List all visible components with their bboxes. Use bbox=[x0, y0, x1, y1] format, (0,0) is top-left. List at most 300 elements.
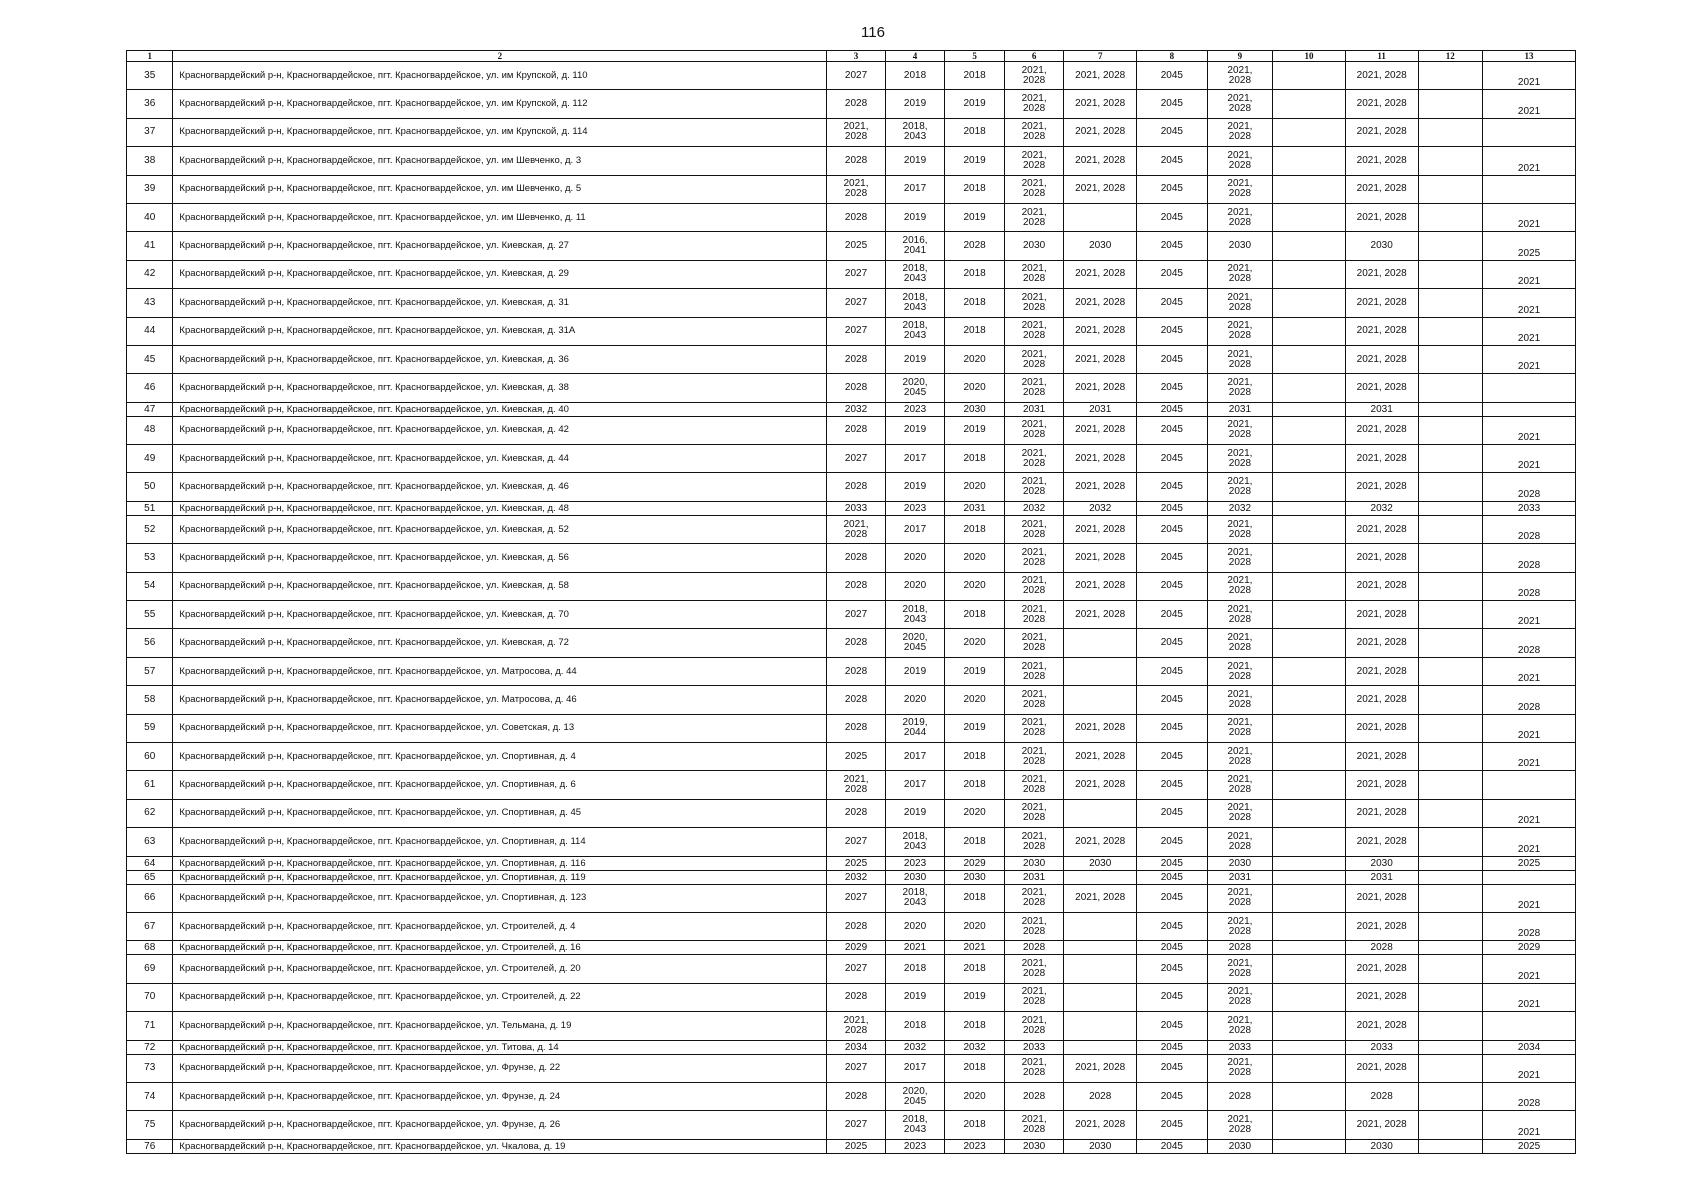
col-3-cell: 2028 bbox=[827, 1082, 886, 1110]
col-3-cell: 2028 bbox=[827, 572, 886, 600]
col-6-cell: 2021, 2028 bbox=[1004, 374, 1064, 402]
col-8-cell: 2045 bbox=[1137, 515, 1208, 543]
col-9-cell: 2028 bbox=[1207, 1082, 1273, 1110]
col-10-cell bbox=[1273, 445, 1346, 473]
col-7-cell: 2030 bbox=[1064, 1139, 1137, 1153]
col-6-cell: 2021, 2028 bbox=[1004, 742, 1064, 770]
row-number-cell: 75 bbox=[127, 1111, 173, 1139]
col-9-cell: 2021, 2028 bbox=[1207, 445, 1273, 473]
col-12-cell bbox=[1418, 1082, 1483, 1110]
col-12-cell bbox=[1418, 1040, 1483, 1054]
table-row bbox=[127, 416, 1576, 444]
col-13-cell: 2021 bbox=[1483, 203, 1576, 231]
col-10-cell bbox=[1273, 260, 1346, 288]
col-4-cell: 2018 bbox=[885, 1012, 945, 1040]
table-row bbox=[127, 62, 1576, 90]
col-6-cell: 2028 bbox=[1004, 941, 1064, 955]
col-9-cell: 2021, 2028 bbox=[1207, 544, 1273, 572]
col-8-cell: 2045 bbox=[1137, 501, 1208, 515]
col-3-cell: 2028 bbox=[827, 686, 886, 714]
col-8-cell: 2045 bbox=[1137, 1012, 1208, 1040]
col-5-cell: 2020 bbox=[945, 799, 1005, 827]
address-cell: Красногвардейский р-н, Красногвардейское, пгт. Красногвардейское, ул. Киевская, д. 48 bbox=[173, 501, 827, 515]
col-7-cell: 2021, 2028 bbox=[1064, 118, 1137, 146]
table-row bbox=[127, 402, 1576, 416]
col-7-cell: 2030 bbox=[1064, 856, 1137, 870]
address-cell: Красногвардейский р-н, Красногвардейское, пгт. Красногвардейское, ул. Киевская, д. 70 bbox=[173, 601, 827, 629]
col-9-cell: 2021, 2028 bbox=[1207, 147, 1273, 175]
col-12-cell bbox=[1418, 374, 1483, 402]
col-10-cell bbox=[1273, 828, 1346, 856]
col-4-cell: 2020 bbox=[885, 572, 945, 600]
col-7-cell: 2031 bbox=[1064, 402, 1137, 416]
col-4-cell: 2018, 2043 bbox=[885, 884, 945, 912]
col-7-cell bbox=[1064, 1040, 1137, 1054]
table-row bbox=[127, 1111, 1576, 1139]
col-9-cell: 2021, 2028 bbox=[1207, 374, 1273, 402]
col-7-cell: 2021, 2028 bbox=[1064, 175, 1137, 203]
col-9-cell: 2021, 2028 bbox=[1207, 912, 1273, 940]
col-10-cell bbox=[1273, 1111, 1346, 1139]
col-7-cell: 2021, 2028 bbox=[1064, 345, 1137, 373]
address-cell: Красногвардейский р-н, Красногвардейское, пгт. Красногвардейское, ул. Киевская, д. 46 bbox=[173, 473, 827, 501]
col-4-cell: 2019 bbox=[885, 983, 945, 1011]
col-4-cell: 2020, 2045 bbox=[885, 1082, 945, 1110]
address-cell: Красногвардейский р-н, Красногвардейское, пгт. Красногвардейское, ул. Киевская, д. 58 bbox=[173, 572, 827, 600]
col-7-cell bbox=[1064, 657, 1137, 685]
col-5-cell: 2020 bbox=[945, 374, 1005, 402]
col-8-cell: 2045 bbox=[1137, 828, 1208, 856]
row-number-cell: 56 bbox=[127, 629, 173, 657]
col-13-cell: 2021 bbox=[1483, 445, 1576, 473]
col-10-cell bbox=[1273, 515, 1346, 543]
col-13-cell: 2021 bbox=[1483, 742, 1576, 770]
col-12-cell bbox=[1418, 445, 1483, 473]
col-11-cell: 2030 bbox=[1345, 232, 1418, 260]
col-7-cell bbox=[1064, 686, 1137, 714]
col-7-cell bbox=[1064, 629, 1137, 657]
col-11-cell: 2021, 2028 bbox=[1345, 416, 1418, 444]
col-13-cell: 2033 bbox=[1483, 501, 1576, 515]
col-13-cell bbox=[1483, 870, 1576, 884]
col-5-cell: 2018 bbox=[945, 884, 1005, 912]
col-7-cell: 2021, 2028 bbox=[1064, 828, 1137, 856]
col-10-cell bbox=[1273, 1040, 1346, 1054]
table-row bbox=[127, 601, 1576, 629]
address-cell: Красногвардейский р-н, Красногвардейское, пгт. Красногвардейское, ул. Киевская, д. 31А bbox=[173, 317, 827, 345]
col-4-cell: 2020 bbox=[885, 686, 945, 714]
address-cell: Красногвардейский р-н, Красногвардейское, пгт. Красногвардейское, ул. Строителей, д. 20 bbox=[173, 955, 827, 983]
col-10-cell bbox=[1273, 742, 1346, 770]
col-5-cell: 2018 bbox=[945, 260, 1005, 288]
col-5-cell: 2020 bbox=[945, 912, 1005, 940]
col-3-cell: 2025 bbox=[827, 1139, 886, 1153]
col-3-cell: 2027 bbox=[827, 260, 886, 288]
address-cell: Красногвардейский р-н, Красногвардейское, пгт. Красногвардейское, ул. Киевская, д. 40 bbox=[173, 402, 827, 416]
column-header-5: 5 bbox=[945, 51, 1005, 62]
address-cell: Красногвардейский р-н, Красногвардейское, пгт. Красногвардейское, ул. Фрунзе, д. 22 bbox=[173, 1054, 827, 1082]
col-12-cell bbox=[1418, 983, 1483, 1011]
col-13-cell: 2025 bbox=[1483, 856, 1576, 870]
table-row bbox=[127, 771, 1576, 799]
col-8-cell: 2045 bbox=[1137, 955, 1208, 983]
table-row bbox=[127, 1054, 1576, 1082]
col-8-cell: 2045 bbox=[1137, 203, 1208, 231]
col-13-cell: 2021 bbox=[1483, 657, 1576, 685]
col-11-cell: 2021, 2028 bbox=[1345, 799, 1418, 827]
table-row bbox=[127, 686, 1576, 714]
col-6-cell: 2021, 2028 bbox=[1004, 345, 1064, 373]
address-cell: Красногвардейский р-н, Красногвардейское, пгт. Красногвардейское, ул. Спортивная, д. 4 bbox=[173, 742, 827, 770]
col-13-cell: 2021 bbox=[1483, 416, 1576, 444]
col-5-cell: 2032 bbox=[945, 1040, 1005, 1054]
col-4-cell: 2019 bbox=[885, 203, 945, 231]
col-5-cell: 2018 bbox=[945, 118, 1005, 146]
col-12-cell bbox=[1418, 515, 1483, 543]
table-row bbox=[127, 445, 1576, 473]
address-cell: Красногвардейский р-н, Красногвардейское, пгт. Красногвардейское, ул. Строителей, д. 16 bbox=[173, 941, 827, 955]
col-4-cell: 2017 bbox=[885, 445, 945, 473]
row-number-cell: 52 bbox=[127, 515, 173, 543]
col-5-cell: 2018 bbox=[945, 175, 1005, 203]
col-6-cell: 2021, 2028 bbox=[1004, 714, 1064, 742]
col-13-cell: 2021 bbox=[1483, 983, 1576, 1011]
table-row bbox=[127, 955, 1576, 983]
col-8-cell: 2045 bbox=[1137, 289, 1208, 317]
address-cell: Красногвардейский р-н, Красногвардейское, пгт. Красногвардейское, ул. Матросова, д. 46 bbox=[173, 686, 827, 714]
col-5-cell: 2019 bbox=[945, 147, 1005, 175]
table-row bbox=[127, 1082, 1576, 1110]
col-13-cell: 2021 bbox=[1483, 714, 1576, 742]
col-4-cell: 2018, 2043 bbox=[885, 289, 945, 317]
row-number-cell: 45 bbox=[127, 345, 173, 373]
col-10-cell bbox=[1273, 175, 1346, 203]
col-6-cell: 2021, 2028 bbox=[1004, 686, 1064, 714]
col-3-cell: 2028 bbox=[827, 983, 886, 1011]
address-cell: Красногвардейский р-н, Красногвардейское, пгт. Красногвардейское, ул. им Шевченко, д. 5 bbox=[173, 175, 827, 203]
col-7-cell: 2021, 2028 bbox=[1064, 515, 1137, 543]
col-3-cell: 2028 bbox=[827, 345, 886, 373]
col-9-cell: 2021, 2028 bbox=[1207, 345, 1273, 373]
row-number-cell: 61 bbox=[127, 771, 173, 799]
row-number-cell: 57 bbox=[127, 657, 173, 685]
col-4-cell: 2018, 2043 bbox=[885, 118, 945, 146]
col-13-cell: 2028 bbox=[1483, 572, 1576, 600]
col-11-cell: 2021, 2028 bbox=[1345, 445, 1418, 473]
col-10-cell bbox=[1273, 544, 1346, 572]
col-13-cell: 2021 bbox=[1483, 884, 1576, 912]
col-3-cell: 2027 bbox=[827, 1054, 886, 1082]
col-12-cell bbox=[1418, 62, 1483, 90]
col-9-cell: 2030 bbox=[1207, 232, 1273, 260]
col-9-cell: 2021, 2028 bbox=[1207, 629, 1273, 657]
col-7-cell: 2021, 2028 bbox=[1064, 289, 1137, 317]
row-number-cell: 47 bbox=[127, 402, 173, 416]
col-5-cell: 2019 bbox=[945, 416, 1005, 444]
col-4-cell: 2017 bbox=[885, 771, 945, 799]
col-10-cell bbox=[1273, 289, 1346, 317]
col-11-cell: 2021, 2028 bbox=[1345, 629, 1418, 657]
col-5-cell: 2018 bbox=[945, 1054, 1005, 1082]
col-11-cell: 2031 bbox=[1345, 402, 1418, 416]
table-row bbox=[127, 828, 1576, 856]
col-12-cell bbox=[1418, 828, 1483, 856]
col-4-cell: 2019 bbox=[885, 90, 945, 118]
col-3-cell: 2028 bbox=[827, 416, 886, 444]
col-5-cell: 2018 bbox=[945, 771, 1005, 799]
col-13-cell: 2029 bbox=[1483, 941, 1576, 955]
col-13-cell: 2028 bbox=[1483, 912, 1576, 940]
table-row bbox=[127, 884, 1576, 912]
col-9-cell: 2021, 2028 bbox=[1207, 686, 1273, 714]
col-6-cell: 2021, 2028 bbox=[1004, 445, 1064, 473]
col-13-cell: 2021 bbox=[1483, 601, 1576, 629]
col-4-cell: 2018, 2043 bbox=[885, 828, 945, 856]
row-number-cell: 76 bbox=[127, 1139, 173, 1153]
col-3-cell: 2028 bbox=[827, 203, 886, 231]
col-6-cell: 2021, 2028 bbox=[1004, 203, 1064, 231]
col-7-cell: 2028 bbox=[1064, 1082, 1137, 1110]
table-body bbox=[127, 62, 1576, 1154]
col-3-cell: 2021, 2028 bbox=[827, 1012, 886, 1040]
table-row bbox=[127, 742, 1576, 770]
col-12-cell bbox=[1418, 501, 1483, 515]
col-3-cell: 2025 bbox=[827, 742, 886, 770]
col-5-cell: 2029 bbox=[945, 856, 1005, 870]
col-8-cell: 2045 bbox=[1137, 147, 1208, 175]
row-number-cell: 63 bbox=[127, 828, 173, 856]
col-5-cell: 2018 bbox=[945, 445, 1005, 473]
col-10-cell bbox=[1273, 402, 1346, 416]
col-11-cell: 2021, 2028 bbox=[1345, 118, 1418, 146]
col-10-cell bbox=[1273, 657, 1346, 685]
table-row bbox=[127, 374, 1576, 402]
col-10-cell bbox=[1273, 941, 1346, 955]
col-9-cell: 2030 bbox=[1207, 856, 1273, 870]
col-8-cell: 2045 bbox=[1137, 714, 1208, 742]
col-3-cell: 2027 bbox=[827, 317, 886, 345]
col-12-cell bbox=[1418, 402, 1483, 416]
col-7-cell bbox=[1064, 955, 1137, 983]
address-cell: Красногвардейский р-н, Красногвардейское, пгт. Красногвардейское, ул. Советская, д. 13 bbox=[173, 714, 827, 742]
col-9-cell: 2021, 2028 bbox=[1207, 771, 1273, 799]
col-9-cell: 2021, 2028 bbox=[1207, 884, 1273, 912]
col-13-cell: 2021 bbox=[1483, 345, 1576, 373]
table-row bbox=[127, 473, 1576, 501]
col-11-cell: 2021, 2028 bbox=[1345, 572, 1418, 600]
col-6-cell: 2021, 2028 bbox=[1004, 515, 1064, 543]
col-13-cell bbox=[1483, 402, 1576, 416]
col-9-cell: 2021, 2028 bbox=[1207, 955, 1273, 983]
col-5-cell: 2028 bbox=[945, 232, 1005, 260]
address-cell: Красногвардейский р-н, Красногвардейское, пгт. Красногвардейское, ул. Киевская, д. 72 bbox=[173, 629, 827, 657]
address-cell: Красногвардейский р-н, Красногвардейское, пгт. Красногвардейское, ул. Матросова, д. 44 bbox=[173, 657, 827, 685]
col-13-cell bbox=[1483, 175, 1576, 203]
col-7-cell: 2021, 2028 bbox=[1064, 1054, 1137, 1082]
col-6-cell: 2021, 2028 bbox=[1004, 1054, 1064, 1082]
column-header-4: 4 bbox=[885, 51, 945, 62]
col-12-cell bbox=[1418, 1139, 1483, 1153]
col-4-cell: 2018, 2043 bbox=[885, 1111, 945, 1139]
row-number-cell: 70 bbox=[127, 983, 173, 1011]
col-5-cell: 2019 bbox=[945, 90, 1005, 118]
col-13-cell: 2021 bbox=[1483, 260, 1576, 288]
row-number-cell: 68 bbox=[127, 941, 173, 955]
col-8-cell: 2045 bbox=[1137, 1111, 1208, 1139]
col-5-cell: 2019 bbox=[945, 983, 1005, 1011]
row-number-cell: 59 bbox=[127, 714, 173, 742]
col-5-cell: 2019 bbox=[945, 657, 1005, 685]
col-11-cell: 2021, 2028 bbox=[1345, 742, 1418, 770]
col-5-cell: 2018 bbox=[945, 955, 1005, 983]
col-8-cell: 2045 bbox=[1137, 416, 1208, 444]
col-11-cell: 2021, 2028 bbox=[1345, 317, 1418, 345]
col-7-cell: 2021, 2028 bbox=[1064, 572, 1137, 600]
col-13-cell bbox=[1483, 771, 1576, 799]
col-7-cell: 2021, 2028 bbox=[1064, 714, 1137, 742]
col-11-cell: 2031 bbox=[1345, 870, 1418, 884]
row-number-cell: 39 bbox=[127, 175, 173, 203]
col-9-cell: 2021, 2028 bbox=[1207, 799, 1273, 827]
col-13-cell: 2028 bbox=[1483, 473, 1576, 501]
col-6-cell: 2030 bbox=[1004, 232, 1064, 260]
col-11-cell: 2021, 2028 bbox=[1345, 771, 1418, 799]
col-11-cell: 2021, 2028 bbox=[1345, 884, 1418, 912]
row-number-cell: 48 bbox=[127, 416, 173, 444]
col-9-cell: 2021, 2028 bbox=[1207, 118, 1273, 146]
col-3-cell: 2028 bbox=[827, 374, 886, 402]
col-13-cell: 2025 bbox=[1483, 1139, 1576, 1153]
col-12-cell bbox=[1418, 714, 1483, 742]
address-cell: Красногвардейский р-н, Красногвардейское, пгт. Красногвардейское, ул. им Шевченко, д. 11 bbox=[173, 203, 827, 231]
col-10-cell bbox=[1273, 62, 1346, 90]
column-header-3: 3 bbox=[827, 51, 886, 62]
col-4-cell: 2023 bbox=[885, 1139, 945, 1153]
col-8-cell: 2045 bbox=[1137, 983, 1208, 1011]
row-number-cell: 73 bbox=[127, 1054, 173, 1082]
col-8-cell: 2045 bbox=[1137, 90, 1208, 118]
address-cell: Красногвардейский р-н, Красногвардейское, пгт. Красногвардейское, ул. им Крупской, д. 110 bbox=[173, 62, 827, 90]
col-12-cell bbox=[1418, 955, 1483, 983]
col-6-cell: 2021, 2028 bbox=[1004, 657, 1064, 685]
address-cell: Красногвардейский р-н, Красногвардейское, пгт. Красногвардейское, ул. Спортивная, д. 6 bbox=[173, 771, 827, 799]
col-5-cell: 2020 bbox=[945, 544, 1005, 572]
col-9-cell: 2021, 2028 bbox=[1207, 657, 1273, 685]
col-9-cell: 2021, 2028 bbox=[1207, 983, 1273, 1011]
row-number-cell: 53 bbox=[127, 544, 173, 572]
col-4-cell: 2021 bbox=[885, 941, 945, 955]
row-number-cell: 36 bbox=[127, 90, 173, 118]
col-11-cell: 2030 bbox=[1345, 856, 1418, 870]
col-7-cell: 2021, 2028 bbox=[1064, 544, 1137, 572]
row-number-cell: 54 bbox=[127, 572, 173, 600]
col-13-cell: 2021 bbox=[1483, 955, 1576, 983]
col-11-cell: 2032 bbox=[1345, 501, 1418, 515]
col-3-cell: 2028 bbox=[827, 714, 886, 742]
col-5-cell: 2018 bbox=[945, 1012, 1005, 1040]
col-6-cell: 2033 bbox=[1004, 1040, 1064, 1054]
address-cell: Красногвардейский р-н, Красногвардейское, пгт. Красногвардейское, ул. Киевская, д. 29 bbox=[173, 260, 827, 288]
table-row bbox=[127, 90, 1576, 118]
col-3-cell: 2033 bbox=[827, 501, 886, 515]
col-12-cell bbox=[1418, 1012, 1483, 1040]
col-12-cell bbox=[1418, 203, 1483, 231]
col-6-cell: 2030 bbox=[1004, 856, 1064, 870]
address-cell: Красногвардейский р-н, Красногвардейское, пгт. Красногвардейское, ул. им Шевченко, д. 3 bbox=[173, 147, 827, 175]
col-7-cell: 2021, 2028 bbox=[1064, 260, 1137, 288]
col-7-cell: 2021, 2028 bbox=[1064, 416, 1137, 444]
col-4-cell: 2019 bbox=[885, 473, 945, 501]
col-12-cell bbox=[1418, 686, 1483, 714]
col-12-cell bbox=[1418, 118, 1483, 146]
col-10-cell bbox=[1273, 601, 1346, 629]
col-9-cell: 2033 bbox=[1207, 1040, 1273, 1054]
col-7-cell bbox=[1064, 799, 1137, 827]
col-4-cell: 2017 bbox=[885, 742, 945, 770]
col-9-cell: 2021, 2028 bbox=[1207, 714, 1273, 742]
col-4-cell: 2023 bbox=[885, 501, 945, 515]
col-10-cell bbox=[1273, 1054, 1346, 1082]
col-9-cell: 2021, 2028 bbox=[1207, 62, 1273, 90]
col-12-cell bbox=[1418, 1111, 1483, 1139]
address-cell: Красногвардейский р-н, Красногвардейское, пгт. Красногвардейское, ул. Чкалова, д. 19 bbox=[173, 1139, 827, 1153]
page-number: 116 bbox=[861, 24, 885, 41]
col-7-cell: 2030 bbox=[1064, 232, 1137, 260]
col-6-cell: 2028 bbox=[1004, 1082, 1064, 1110]
col-9-cell: 2021, 2028 bbox=[1207, 1111, 1273, 1139]
col-7-cell: 2032 bbox=[1064, 501, 1137, 515]
col-8-cell: 2045 bbox=[1137, 62, 1208, 90]
col-7-cell: 2021, 2028 bbox=[1064, 884, 1137, 912]
col-8-cell: 2045 bbox=[1137, 473, 1208, 501]
col-11-cell: 2021, 2028 bbox=[1345, 90, 1418, 118]
col-6-cell: 2021, 2028 bbox=[1004, 175, 1064, 203]
col-3-cell: 2025 bbox=[827, 232, 886, 260]
col-3-cell: 2027 bbox=[827, 445, 886, 473]
col-11-cell: 2030 bbox=[1345, 1139, 1418, 1153]
col-9-cell: 2021, 2028 bbox=[1207, 416, 1273, 444]
table-row bbox=[127, 799, 1576, 827]
col-9-cell: 2021, 2028 bbox=[1207, 473, 1273, 501]
column-header-12: 12 bbox=[1418, 51, 1483, 62]
col-12-cell bbox=[1418, 601, 1483, 629]
col-11-cell: 2021, 2028 bbox=[1345, 345, 1418, 373]
col-12-cell bbox=[1418, 544, 1483, 572]
col-5-cell: 2018 bbox=[945, 742, 1005, 770]
col-9-cell: 2021, 2028 bbox=[1207, 203, 1273, 231]
row-number-cell: 67 bbox=[127, 912, 173, 940]
address-cell: Красногвардейский р-н, Красногвардейское, пгт. Красногвардейское, ул. им Крупской, д. 114 bbox=[173, 118, 827, 146]
col-12-cell bbox=[1418, 629, 1483, 657]
table-header bbox=[127, 51, 1576, 62]
row-number-cell: 38 bbox=[127, 147, 173, 175]
col-10-cell bbox=[1273, 1139, 1346, 1153]
col-3-cell: 2029 bbox=[827, 941, 886, 955]
col-11-cell: 2021, 2028 bbox=[1345, 657, 1418, 685]
col-6-cell: 2021, 2028 bbox=[1004, 601, 1064, 629]
col-5-cell: 2023 bbox=[945, 1139, 1005, 1153]
col-8-cell: 2045 bbox=[1137, 742, 1208, 770]
col-9-cell: 2021, 2028 bbox=[1207, 175, 1273, 203]
col-5-cell: 2020 bbox=[945, 572, 1005, 600]
col-7-cell: 2021, 2028 bbox=[1064, 147, 1137, 175]
col-5-cell: 2020 bbox=[945, 1082, 1005, 1110]
col-5-cell: 2019 bbox=[945, 714, 1005, 742]
col-13-cell: 2021 bbox=[1483, 289, 1576, 317]
col-3-cell: 2027 bbox=[827, 289, 886, 317]
column-header-8: 8 bbox=[1137, 51, 1208, 62]
col-8-cell: 2045 bbox=[1137, 572, 1208, 600]
